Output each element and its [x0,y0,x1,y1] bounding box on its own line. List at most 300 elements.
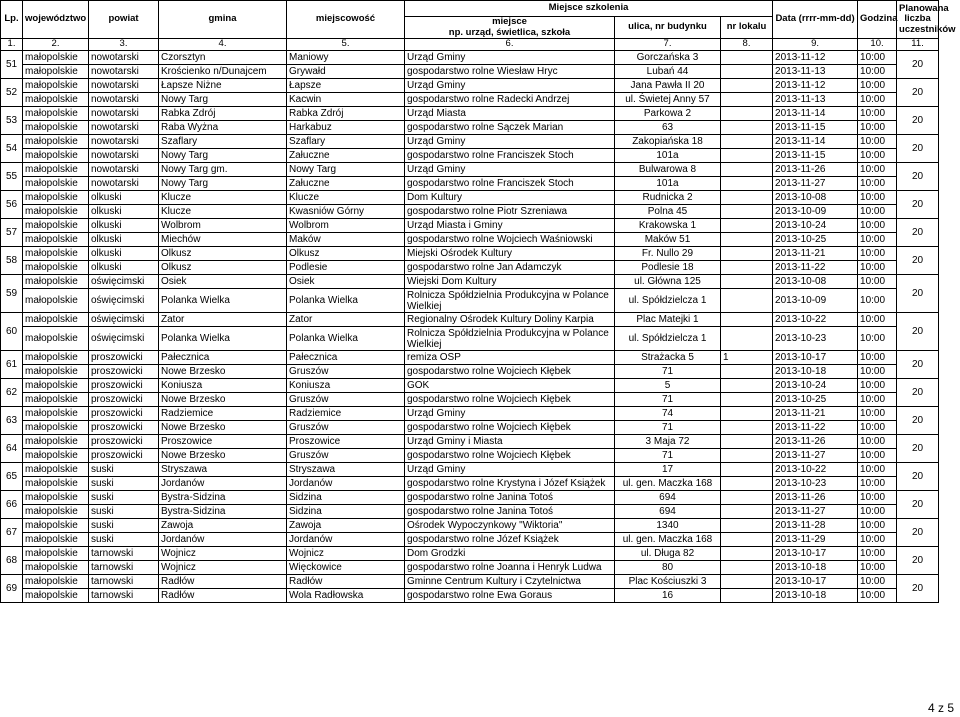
cell-ulica: ul. Spółdzielcza 1 [615,289,721,313]
cell-miejscowosc: Maków [287,233,405,247]
cell-miejsce: Regionalny Ośrodek Kultury Doliny Karpia [405,313,615,327]
cell-powiat: tarnowski [89,589,159,603]
cell-godzina: 10:00 [858,79,897,93]
cell-miejscowosc: Olkusz [287,247,405,261]
table-row [1,393,939,407]
cell-ulica: Strażacka 5 [615,351,721,365]
cell-ulica: Krakowska 1 [615,219,721,233]
cell-data: 2013-10-17 [773,547,858,561]
column-number-cell: 3. [89,39,159,51]
cell-nr-lokalu [721,191,773,205]
cell-data: 2013-11-26 [773,163,858,177]
cell-miejsce: gospodarstwo rolne Radecki Andrzej [405,93,615,107]
row-participant-count: 20 [897,379,939,407]
cell-wojewodztwo: małopolskie [23,65,89,79]
cell-ulica: 71 [615,421,721,435]
cell-godzina: 10:00 [858,135,897,149]
cell-miejscowosc: Rabka Zdrój [287,107,405,121]
cell-data: 2013-11-14 [773,107,858,121]
cell-ulica: ul. Świetej Anny 57 [615,93,721,107]
cell-gmina: Nowe Brzesko [159,393,287,407]
cell-data: 2013-11-29 [773,533,858,547]
cell-wojewodztwo: małopolskie [23,393,89,407]
cell-godzina: 10:00 [858,449,897,463]
cell-ulica: Gorczańska 3 [615,51,721,65]
cell-nr-lokalu [721,149,773,163]
cell-data: 2013-11-22 [773,421,858,435]
row-lp: 54 [1,135,23,163]
row-lp: 56 [1,191,23,219]
cell-miejsce: Urząd Miasta i Gminy [405,219,615,233]
cell-powiat: olkuski [89,233,159,247]
row-lp: 63 [1,407,23,435]
row-lp: 57 [1,219,23,247]
cell-gmina: Klucze [159,191,287,205]
row-participant-count: 20 [897,79,939,107]
cell-gmina: Łapsze Niżne [159,79,287,93]
cell-miejscowosc: Stryszawa [287,463,405,477]
cell-nr-lokalu [721,177,773,191]
cell-powiat: oświęcimski [89,327,159,351]
cell-miejsce: gospodarstwo rolne Ewa Goraus [405,589,615,603]
table-row [1,313,939,327]
planowana-line3: uczestników [899,23,956,35]
cell-miejscowosc: Klucze [287,191,405,205]
planowana-line2: liczba [904,13,931,25]
table-body [1,51,939,603]
cell-miejscowosc: Wojnicz [287,547,405,561]
cell-nr-lokalu [721,261,773,275]
cell-data: 2013-10-22 [773,313,858,327]
row-participant-count: 20 [897,313,939,351]
cell-wojewodztwo: małopolskie [23,313,89,327]
cell-gmina: Wojnicz [159,561,287,575]
cell-nr-lokalu [721,519,773,533]
cell-gmina: Zator [159,313,287,327]
cell-nr-lokalu [721,327,773,351]
cell-godzina: 10:00 [858,233,897,247]
cell-data: 2013-10-24 [773,379,858,393]
cell-ulica: 101a [615,149,721,163]
cell-miejsce: Ośrodek Wypoczynkowy "Wiktoria" [405,519,615,533]
row-participant-count: 20 [897,275,939,313]
cell-miejscowosc: Radłów [287,575,405,589]
row-lp: 68 [1,547,23,575]
cell-godzina: 10:00 [858,51,897,65]
row-lp: 52 [1,79,23,107]
table-row [1,233,939,247]
row-lp: 66 [1,491,23,519]
miejsce-line2: np. urząd, świetlica, szkoła [448,26,571,38]
table-row [1,205,939,219]
cell-nr-lokalu [721,233,773,247]
row-lp: 67 [1,519,23,547]
cell-data: 2013-11-26 [773,491,858,505]
cell-gmina: Olkusz [159,261,287,275]
cell-wojewodztwo: małopolskie [23,247,89,261]
cell-nr-lokalu [721,247,773,261]
cell-powiat: tarnowski [89,561,159,575]
cell-wojewodztwo: małopolskie [23,449,89,463]
cell-godzina: 10:00 [858,327,897,351]
table-row [1,463,939,477]
cell-powiat: proszowicki [89,379,159,393]
table-row [1,219,939,233]
cell-ulica: 74 [615,407,721,421]
row-participant-count: 20 [897,191,939,219]
table-row [1,477,939,491]
cell-gmina: Nowy Targ [159,177,287,191]
cell-ulica: Rudnicka 2 [615,191,721,205]
cell-gmina: Radłów [159,589,287,603]
column-number-cell: 4. [159,39,287,51]
cell-wojewodztwo: małopolskie [23,51,89,65]
cell-miejscowosc: Pałecznica [287,351,405,365]
row-lp: 61 [1,351,23,379]
cell-gmina: Polanka Wielka [159,327,287,351]
cell-ulica: 71 [615,449,721,463]
cell-powiat: proszowicki [89,449,159,463]
cell-nr-lokalu [721,93,773,107]
cell-powiat: proszowicki [89,351,159,365]
cell-miejsce: gospodarstwo rolne Joanna i Henryk Ludwa [405,561,615,575]
cell-nr-lokalu [721,463,773,477]
cell-wojewodztwo: małopolskie [23,135,89,149]
cell-godzina: 10:00 [858,313,897,327]
cell-nr-lokalu [721,121,773,135]
table-row [1,379,939,393]
cell-miejscowosc: Polanka Wielka [287,327,405,351]
cell-miejsce: Dom Grodzki [405,547,615,561]
row-participant-count: 20 [897,491,939,519]
cell-wojewodztwo: małopolskie [23,93,89,107]
cell-miejscowosc: Kwasniów Górny [287,205,405,219]
table-row [1,163,939,177]
cell-data: 2013-11-27 [773,505,858,519]
cell-miejsce: Urząd Miasta [405,107,615,121]
table-row [1,135,939,149]
col-header-group-miejsce-szkolenia: Miejsce szkolenia [405,1,773,17]
table-row [1,435,939,449]
cell-nr-lokalu [721,163,773,177]
cell-miejscowosc: Gruszów [287,393,405,407]
table-row [1,533,939,547]
cell-data: 2013-11-15 [773,121,858,135]
cell-miejscowosc: Proszowice [287,435,405,449]
row-lp: 65 [1,463,23,491]
table-row [1,191,939,205]
cell-miejscowosc: Wola Radłowska [287,589,405,603]
cell-powiat: nowotarski [89,121,159,135]
cell-gmina: Raba Wyżna [159,121,287,135]
cell-miejscowosc: Koniusza [287,379,405,393]
cell-miejscowosc: Gruszów [287,449,405,463]
row-participant-count: 20 [897,435,939,463]
cell-miejsce: gospodarstwo rolne Sączek Marian [405,121,615,135]
table-row [1,65,939,79]
cell-godzina: 10:00 [858,121,897,135]
cell-godzina: 10:00 [858,491,897,505]
cell-gmina: Wolbrom [159,219,287,233]
cell-powiat: nowotarski [89,149,159,163]
cell-nr-lokalu [721,65,773,79]
col-header-wojewodztwo: województwo [23,1,89,39]
cell-data: 2013-11-28 [773,519,858,533]
cell-nr-lokalu [721,79,773,93]
cell-data: 2013-11-21 [773,407,858,421]
cell-wojewodztwo: małopolskie [23,149,89,163]
cell-miejscowosc: Nowy Targ [287,163,405,177]
cell-godzina: 10:00 [858,533,897,547]
row-lp: 64 [1,435,23,463]
cell-gmina: Olkusz [159,247,287,261]
cell-powiat: olkuski [89,219,159,233]
cell-data: 2013-10-09 [773,205,858,219]
cell-powiat: suski [89,477,159,491]
cell-wojewodztwo: małopolskie [23,351,89,365]
cell-nr-lokalu [721,435,773,449]
cell-miejsce: Dom Kultury [405,191,615,205]
cell-nr-lokalu [721,561,773,575]
cell-ulica: Parkowa 2 [615,107,721,121]
cell-miejsce: Urząd Gminy [405,79,615,93]
cell-miejsce: Miejski Ośrodek Kultury [405,247,615,261]
cell-nr-lokalu: 1 [721,351,773,365]
cell-wojewodztwo: małopolskie [23,107,89,121]
col-header-planowana-liczba [897,1,956,39]
cell-data: 2013-11-13 [773,65,858,79]
cell-wojewodztwo: małopolskie [23,79,89,93]
cell-miejsce: Urząd Gminy [405,407,615,421]
table-row [1,351,939,365]
table-row [1,449,939,463]
column-number-cell: 5. [287,39,405,51]
row-lp: 51 [1,51,23,79]
cell-wojewodztwo: małopolskie [23,205,89,219]
cell-data: 2013-10-18 [773,561,858,575]
cell-miejsce: gospodarstwo rolne Piotr Szreniawa [405,205,615,219]
cell-godzina: 10:00 [858,107,897,121]
row-lp: 55 [1,163,23,191]
cell-powiat: nowotarski [89,51,159,65]
table-row [1,261,939,275]
cell-miejscowosc: Załuczne [287,149,405,163]
cell-data: 2013-11-27 [773,177,858,191]
cell-miejsce: gospodarstwo rolne Wiesław Hryc [405,65,615,79]
row-participant-count: 20 [897,107,939,135]
cell-ulica: 101a [615,177,721,191]
cell-miejsce: Urząd Gminy [405,163,615,177]
cell-miejsce: gospodarstwo rolne Wojciech Kłębek [405,393,615,407]
cell-data: 2013-11-13 [773,93,858,107]
col-header-miejscowosc: miejscowość [287,1,405,39]
cell-miejsce: Wiejski Dom Kultury [405,275,615,289]
cell-nr-lokalu [721,219,773,233]
cell-gmina: Nowy Targ gm. [159,163,287,177]
cell-ulica: 63 [615,121,721,135]
cell-wojewodztwo: małopolskie [23,519,89,533]
cell-miejsce: gospodarstwo rolne Wojciech Kłębek [405,449,615,463]
cell-wojewodztwo: małopolskie [23,219,89,233]
cell-nr-lokalu [721,575,773,589]
cell-godzina: 10:00 [858,149,897,163]
cell-nr-lokalu [721,477,773,491]
cell-nr-lokalu [721,449,773,463]
table-row [1,575,939,589]
column-number-cell: 8. [721,39,773,51]
cell-nr-lokalu [721,505,773,519]
col-header-godzina: Godzina [858,1,897,39]
cell-miejsce: gospodarstwo rolne Wojciech Kłębek [405,421,615,435]
cell-godzina: 10:00 [858,365,897,379]
cell-powiat: nowotarski [89,65,159,79]
row-lp: 62 [1,379,23,407]
cell-miejsce: Urząd Gminy i Miasta [405,435,615,449]
table-row [1,93,939,107]
cell-gmina: Szaflary [159,135,287,149]
row-participant-count: 20 [897,247,939,275]
cell-data: 2013-10-25 [773,393,858,407]
cell-nr-lokalu [721,135,773,149]
cell-ulica: 71 [615,393,721,407]
cell-data: 2013-11-12 [773,79,858,93]
cell-wojewodztwo: małopolskie [23,275,89,289]
cell-wojewodztwo: małopolskie [23,575,89,589]
col-header-gmina: gmina [159,1,287,39]
cell-data: 2013-10-22 [773,463,858,477]
table-row [1,51,939,65]
cell-ulica: 80 [615,561,721,575]
cell-miejsce: Rolnicza Spółdzielnia Produkcyjna w Polance Wielkiej [405,327,615,351]
cell-miejscowosc: Załuczne [287,177,405,191]
miejsce-line1: miejsce [492,16,527,27]
cell-godzina: 10:00 [858,177,897,191]
cell-powiat: olkuski [89,261,159,275]
cell-ulica: ul. gen. Maczka 168 [615,533,721,547]
table-row [1,491,939,505]
cell-miejsce: Gminne Centrum Kultury i Czytelnictwa [405,575,615,589]
cell-godzina: 10:00 [858,407,897,421]
cell-gmina: Polanka Wielka [159,289,287,313]
cell-wojewodztwo: małopolskie [23,121,89,135]
cell-miejscowosc: Więckowice [287,561,405,575]
cell-gmina: Pałecznica [159,351,287,365]
cell-godzina: 10:00 [858,547,897,561]
cell-ulica: ul. gen. Maczka 168 [615,477,721,491]
cell-wojewodztwo: małopolskie [23,477,89,491]
cell-godzina: 10:00 [858,65,897,79]
table-row [1,247,939,261]
cell-ulica: Plac Matejki 1 [615,313,721,327]
cell-ulica: Lubań 44 [615,65,721,79]
col-header-powiat: powiat [89,1,159,39]
table-row [1,149,939,163]
cell-powiat: nowotarski [89,107,159,121]
cell-gmina: Czorsztyn [159,51,287,65]
cell-miejscowosc: Osiek [287,275,405,289]
cell-miejscowosc: Podlesie [287,261,405,275]
row-participant-count: 20 [897,51,939,79]
cell-gmina: Zawoja [159,519,287,533]
cell-data: 2013-10-08 [773,275,858,289]
col-header-nr-lokalu: nr lokalu [721,17,773,39]
cell-godzina: 10:00 [858,435,897,449]
cell-godzina: 10:00 [858,261,897,275]
cell-miejsce: gospodarstwo rolne Józef Książek [405,533,615,547]
cell-wojewodztwo: małopolskie [23,407,89,421]
cell-ulica: ul. Długa 82 [615,547,721,561]
cell-data: 2013-11-12 [773,51,858,65]
cell-data: 2013-10-23 [773,477,858,491]
cell-nr-lokalu [721,407,773,421]
cell-wojewodztwo: małopolskie [23,379,89,393]
cell-data: 2013-10-23 [773,327,858,351]
cell-gmina: Klucze [159,205,287,219]
cell-gmina: Wojnicz [159,547,287,561]
row-participant-count: 20 [897,163,939,191]
cell-nr-lokalu [721,313,773,327]
cell-miejsce: Rolnicza Spółdzielnia Produkcyjna w Polance Wielkiej [405,289,615,313]
cell-ulica: Jana Pawła II 20 [615,79,721,93]
row-participant-count: 20 [897,135,939,163]
cell-data: 2013-10-08 [773,191,858,205]
table-row [1,79,939,93]
table-row [1,547,939,561]
cell-gmina: Jordanów [159,477,287,491]
cell-miejscowosc: Harkabuz [287,121,405,135]
table-row [1,289,939,313]
cell-gmina: Nowe Brzesko [159,365,287,379]
cell-godzina: 10:00 [858,561,897,575]
cell-ulica: 71 [615,365,721,379]
cell-powiat: suski [89,533,159,547]
cell-ulica: ul. Spółdzielcza 1 [615,327,721,351]
cell-gmina: Stryszawa [159,463,287,477]
cell-gmina: Nowy Targ [159,149,287,163]
column-number-cell: 7. [615,39,721,51]
cell-godzina: 10:00 [858,519,897,533]
row-lp: 60 [1,313,23,351]
cell-nr-lokalu [721,589,773,603]
cell-miejsce: Urząd Gminy [405,463,615,477]
planowana-line1: Planowana [899,2,949,14]
cell-nr-lokalu [721,393,773,407]
cell-miejscowosc: Jordanów [287,477,405,491]
cell-wojewodztwo: małopolskie [23,589,89,603]
cell-nr-lokalu [721,421,773,435]
table-row [1,505,939,519]
cell-data: 2013-10-18 [773,365,858,379]
cell-godzina: 10:00 [858,163,897,177]
cell-ulica: 694 [615,491,721,505]
cell-miejscowosc: Zator [287,313,405,327]
cell-godzina: 10:00 [858,93,897,107]
table-row [1,327,939,351]
table-row [1,421,939,435]
cell-godzina: 10:00 [858,505,897,519]
table-row [1,519,939,533]
cell-miejsce: Urząd Gminy [405,51,615,65]
cell-godzina: 10:00 [858,463,897,477]
cell-miejsce: gospodarstwo rolne Franciszek Stoch [405,149,615,163]
cell-wojewodztwo: małopolskie [23,435,89,449]
cell-nr-lokalu [721,379,773,393]
cell-miejsce: gospodarstwo rolne Janina Totoś [405,505,615,519]
cell-miejscowosc: Zawoja [287,519,405,533]
cell-nr-lokalu [721,205,773,219]
cell-nr-lokalu [721,547,773,561]
row-participant-count: 20 [897,575,939,603]
